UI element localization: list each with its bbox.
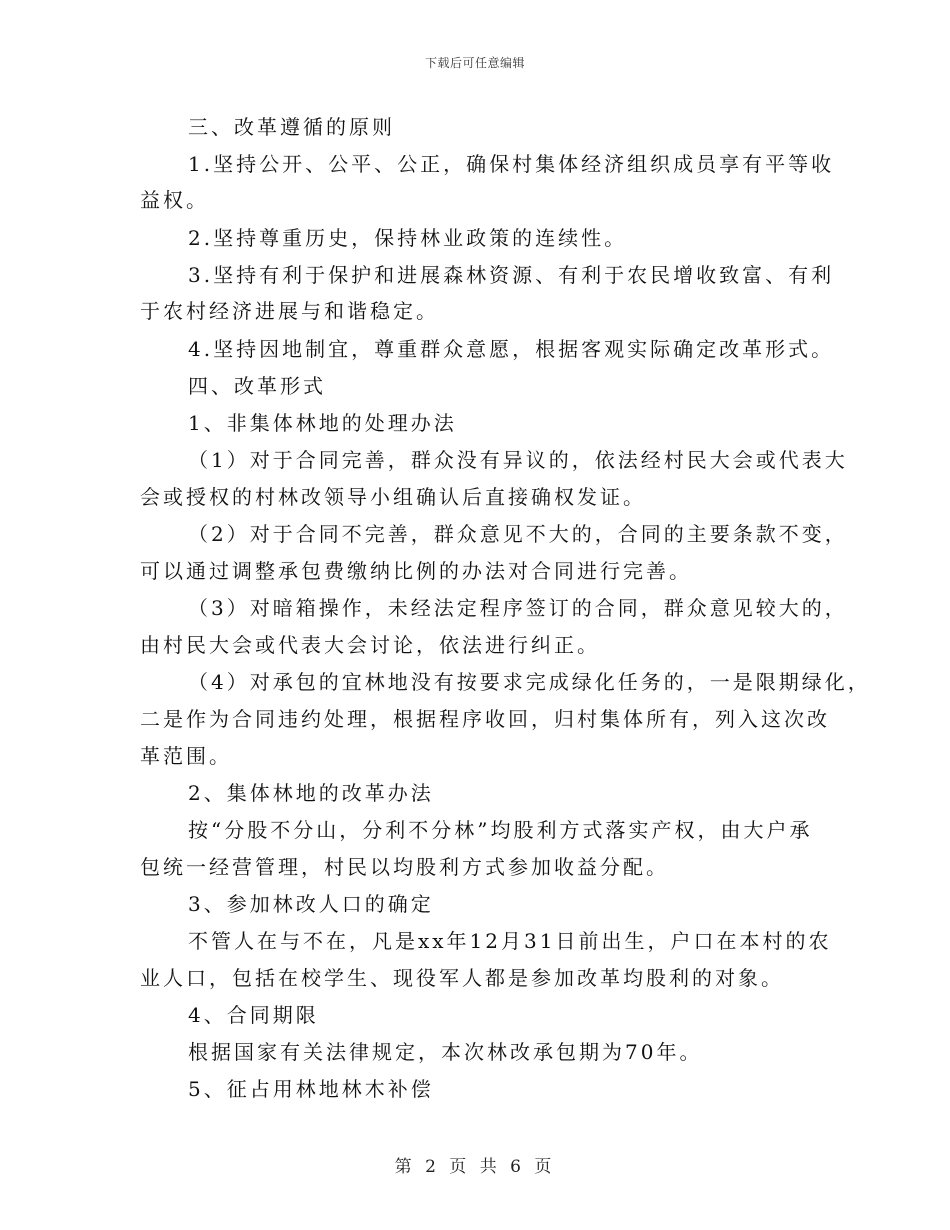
paragraph-line: 可以通过调整承包费缴纳比例的办法对合同进行完善。: [140, 559, 692, 583]
paragraph-line: 包统一经营管理，村民以均股利方式参加收益分配。: [140, 855, 669, 879]
paragraph-line: 根据国家有关法律规定，本次林改承包期为70年。: [188, 1040, 703, 1064]
paragraph-line: 二是作为合同违约处理，根据程序收回，归村集体所有，列入这次改: [140, 707, 830, 731]
paragraph-line: 革范围。: [140, 744, 232, 768]
paragraph-line: 会或授权的村林改领导小组确认后直接确权发证。: [140, 485, 646, 509]
paragraph-line: （4）对承包的宜林地没有按要求完成绿化任务的，一是限期绿化，: [188, 670, 871, 694]
paragraph-line: 不管人在与不在，凡是xx年12月31日前出生，户口在本村的农: [188, 929, 832, 953]
paragraph-line: （1）对于合同完善，群众没有异议的，依法经村民大会或代表大: [188, 448, 848, 472]
page-number-footer: 第 2 页 共 6 页: [394, 1157, 556, 1177]
subheading-line: 3、参加林改人口的确定: [188, 892, 434, 916]
paragraph-line: 2.坚持尊重历史，保持林业政策的连续性。: [188, 226, 628, 250]
subheading-line: 1、非集体林地的处理办法: [188, 411, 457, 435]
paragraph-line: 3.坚持有利于保护和进展森林资源、有利于农民增收致富、有利: [188, 263, 835, 287]
subheading-line: 5、征占用林地林木补偿: [188, 1077, 434, 1101]
subheading-line: 2、集体林地的改革办法: [188, 781, 434, 805]
paragraph-line: 于农村经济进展与和谐稳定。: [140, 299, 439, 323]
paragraph-line: 1.坚持公开、公平、公正，确保村集体经济组织成员享有平等收: [188, 152, 835, 176]
page-header-note: 下载后可任意编辑: [424, 56, 525, 70]
paragraph-line: 4.坚持因地制宜，尊重群众意愿，根据客观实际确定改革形式。: [188, 337, 835, 361]
paragraph-line: 业人口，包括在校学生、现役军人都是参加改革均股利的对象。: [140, 966, 784, 990]
paragraph-line: 由村民大会或代表大会讨论，依法进行纠正。: [140, 633, 600, 657]
section-heading-reform-forms: 四、改革形式: [188, 374, 326, 398]
paragraph-line: 按“分股不分山，分利不分林”均股利方式落实产权，由大户承: [188, 818, 813, 842]
paragraph-line: （3）对暗箱操作，未经法定程序签订的合同，群众意见较大的，: [188, 596, 848, 620]
section-heading-principles: 三、改革遵循的原则: [188, 115, 395, 139]
paragraph-line: 益权。: [140, 188, 209, 212]
paragraph-line: （2）对于合同不完善，群众意见不大的，合同的主要条款不变，: [188, 522, 848, 546]
subheading-line: 4、合同期限: [188, 1003, 319, 1027]
